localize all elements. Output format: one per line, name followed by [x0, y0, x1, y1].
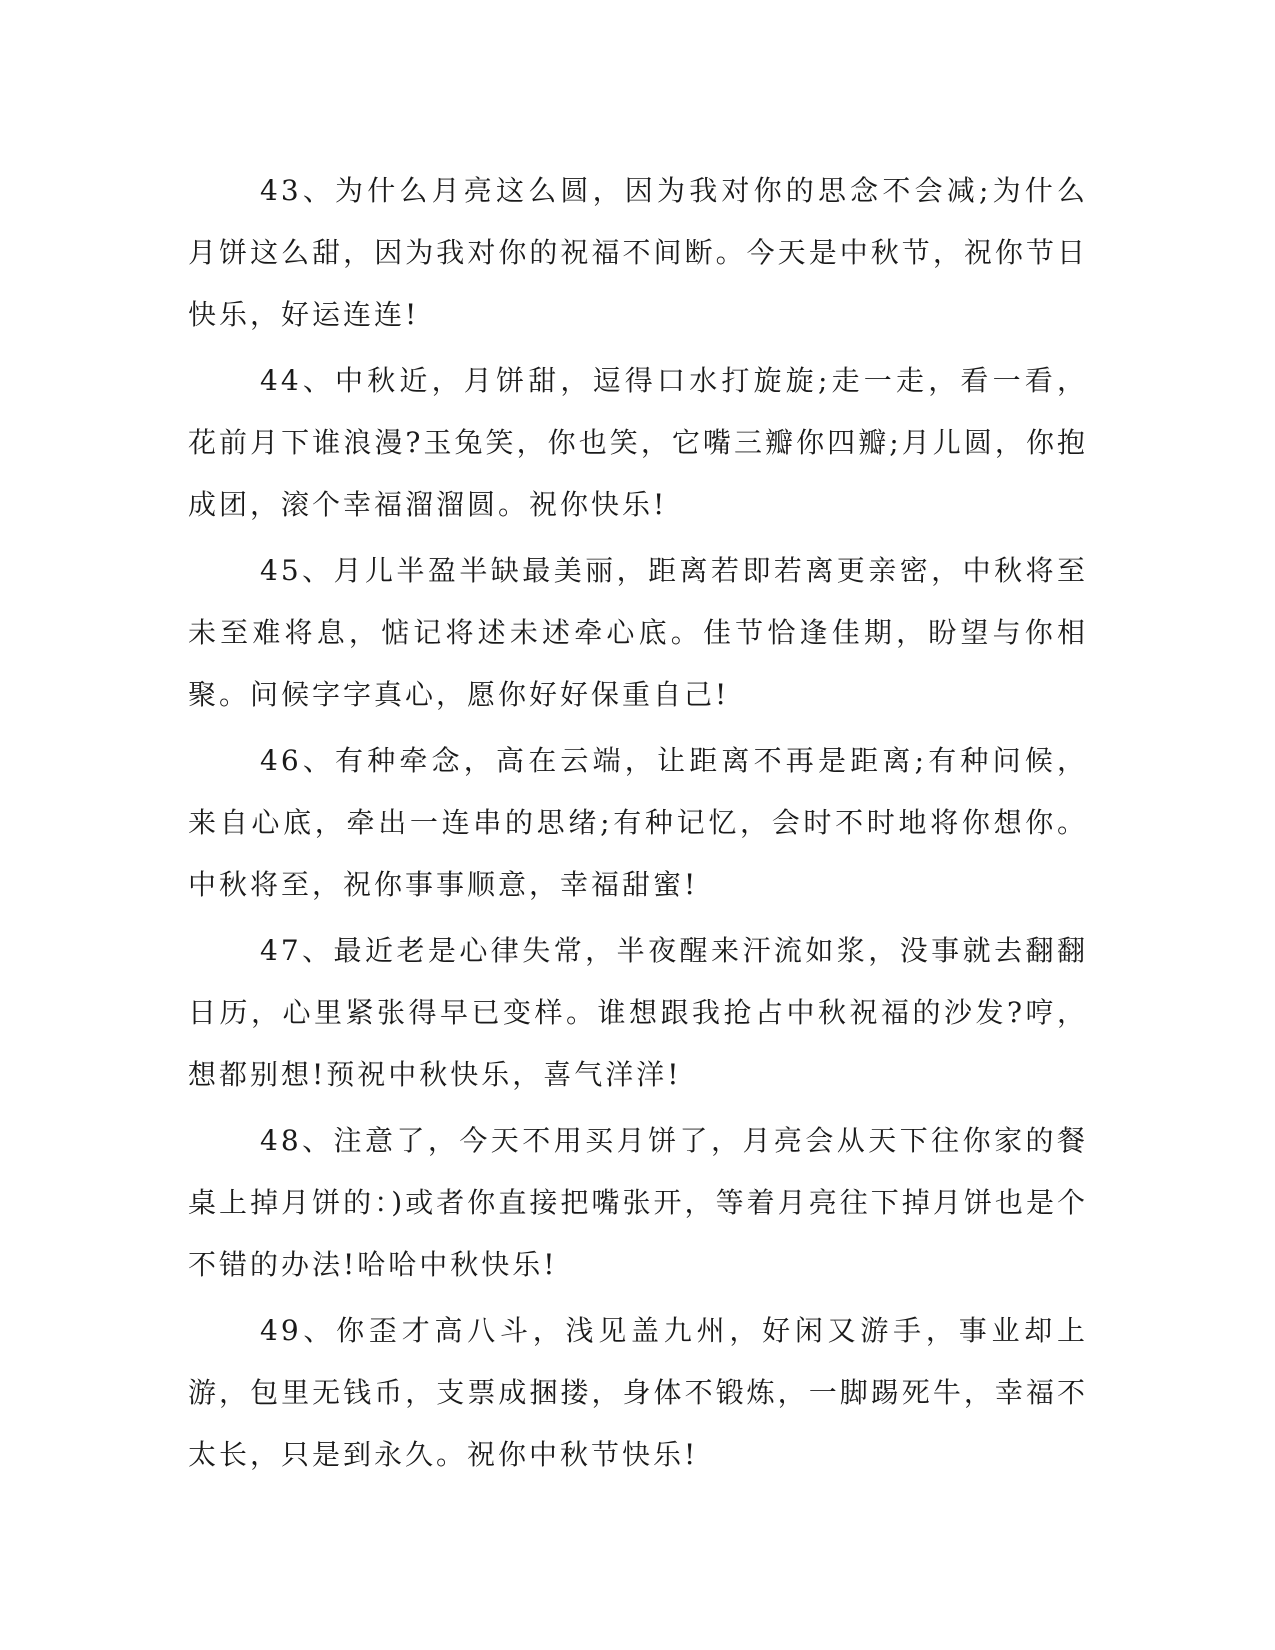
paragraph-48: 48、注意了，今天不用买月饼了，月亮会从天下往你家的餐桌上掉月饼的：)或者你直接把嘴张开，等着月亮往下掉月饼也是个不错的办法!哈哈中秋快乐!	[188, 1124, 1088, 1281]
paragraph-44: 44、中秋近，月饼甜，逗得口水打旋旋;走一走，看一看，花前月下谁浪漫?玉兔笑，你也笑，它嘴三瓣你四瓣;月儿圆，你抱成团，滚个幸福溜溜圆。祝你快乐!	[188, 364, 1088, 521]
paragraph-47: 47、最近老是心律失常，半夜醒来汗流如浆，没事就去翻翻日历，心里紧张得早已变样。谁想跟我抢占中秋祝福的沙发?哼，想都别想!预祝中秋快乐，喜气洋洋!	[188, 934, 1088, 1091]
document-body	[188, 160, 1088, 1490]
paragraph-43: 43、为什么月亮这么圆，因为我对你的思念不会减;为什么月饼这么甜，因为我对你的祝福不间断。今天是中秋节，祝你节日快乐，好运连连!	[188, 174, 1088, 331]
paragraph-49: 49、你歪才高八斗，浅见盖九州，好闲又游手，事业却上游，包里无钱币，支票成捆搂，身体不锻炼，一脚踢死牛，幸福不太长，只是到永久。祝你中秋节快乐!	[188, 1314, 1088, 1471]
paragraph-45: 45、月儿半盈半缺最美丽，距离若即若离更亲密，中秋将至未至难将息，惦记将述未述牵心底。佳节恰逢佳期，盼望与你相聚。问候字字真心，愿你好好保重自己!	[188, 554, 1088, 711]
paragraph-46: 46、有种牵念，高在云端，让距离不再是距离;有种问候，来自心底，牵出一连串的思绪;有种记忆，会时不时地将你想你。中秋将至，祝你事事顺意，幸福甜蜜!	[188, 744, 1088, 901]
